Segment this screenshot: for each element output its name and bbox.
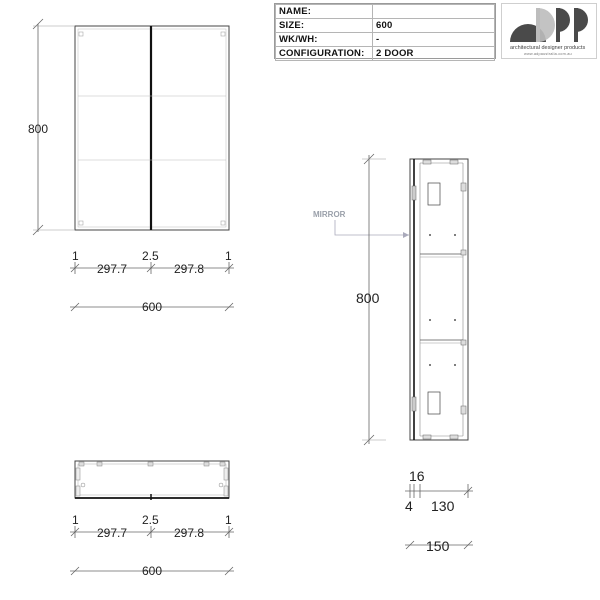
mirror-label: MIRROR bbox=[313, 210, 346, 219]
logo-tagline: architectural designer products bbox=[510, 45, 586, 51]
front-gap-right-label: 1 bbox=[225, 249, 232, 263]
info-value: 2 DOOR bbox=[373, 47, 495, 61]
front-door-left-label: 297.7 bbox=[97, 262, 128, 276]
side-back-thickness-label: 4 bbox=[405, 498, 413, 514]
plan-door-right-label: 297.8 bbox=[174, 526, 205, 540]
side-total-depth-label: 150 bbox=[426, 538, 450, 554]
plan-width-label: 600 bbox=[142, 564, 163, 578]
info-value: - bbox=[373, 33, 495, 47]
logo-url: www.adpaustralia.com.au bbox=[524, 52, 572, 56]
mirror-leader bbox=[335, 220, 409, 238]
plan-gap-left-label: 1 bbox=[72, 513, 79, 527]
side-body-depth-label: 130 bbox=[431, 498, 455, 514]
side-height-label: 800 bbox=[356, 290, 380, 306]
front-height-label: 800 bbox=[28, 122, 49, 136]
side-section bbox=[410, 159, 468, 440]
info-key: NAME: bbox=[276, 5, 373, 19]
plan-view bbox=[75, 461, 229, 500]
plan-door-left-label: 297.7 bbox=[97, 526, 128, 540]
front-elevation bbox=[75, 26, 229, 230]
info-value: 600 bbox=[373, 19, 495, 33]
front-width-label: 600 bbox=[142, 300, 163, 314]
side-depth-dimension bbox=[405, 484, 473, 498]
side-door-thickness-label: 16 bbox=[409, 468, 425, 484]
front-gap-mid-label: 2.5 bbox=[142, 249, 159, 263]
info-key: SIZE: bbox=[276, 19, 373, 33]
plan-segment-dimension bbox=[70, 526, 234, 538]
info-key: CONFIGURATION: bbox=[276, 47, 373, 61]
plan-gap-mid-label: 2.5 bbox=[142, 513, 159, 527]
plan-gap-right-label: 1 bbox=[225, 513, 232, 527]
front-segment-dimension bbox=[70, 262, 234, 274]
front-door-right-label: 297.8 bbox=[174, 262, 205, 276]
front-gap-left-label: 1 bbox=[72, 249, 79, 263]
info-key: WK/WH: bbox=[276, 33, 373, 47]
